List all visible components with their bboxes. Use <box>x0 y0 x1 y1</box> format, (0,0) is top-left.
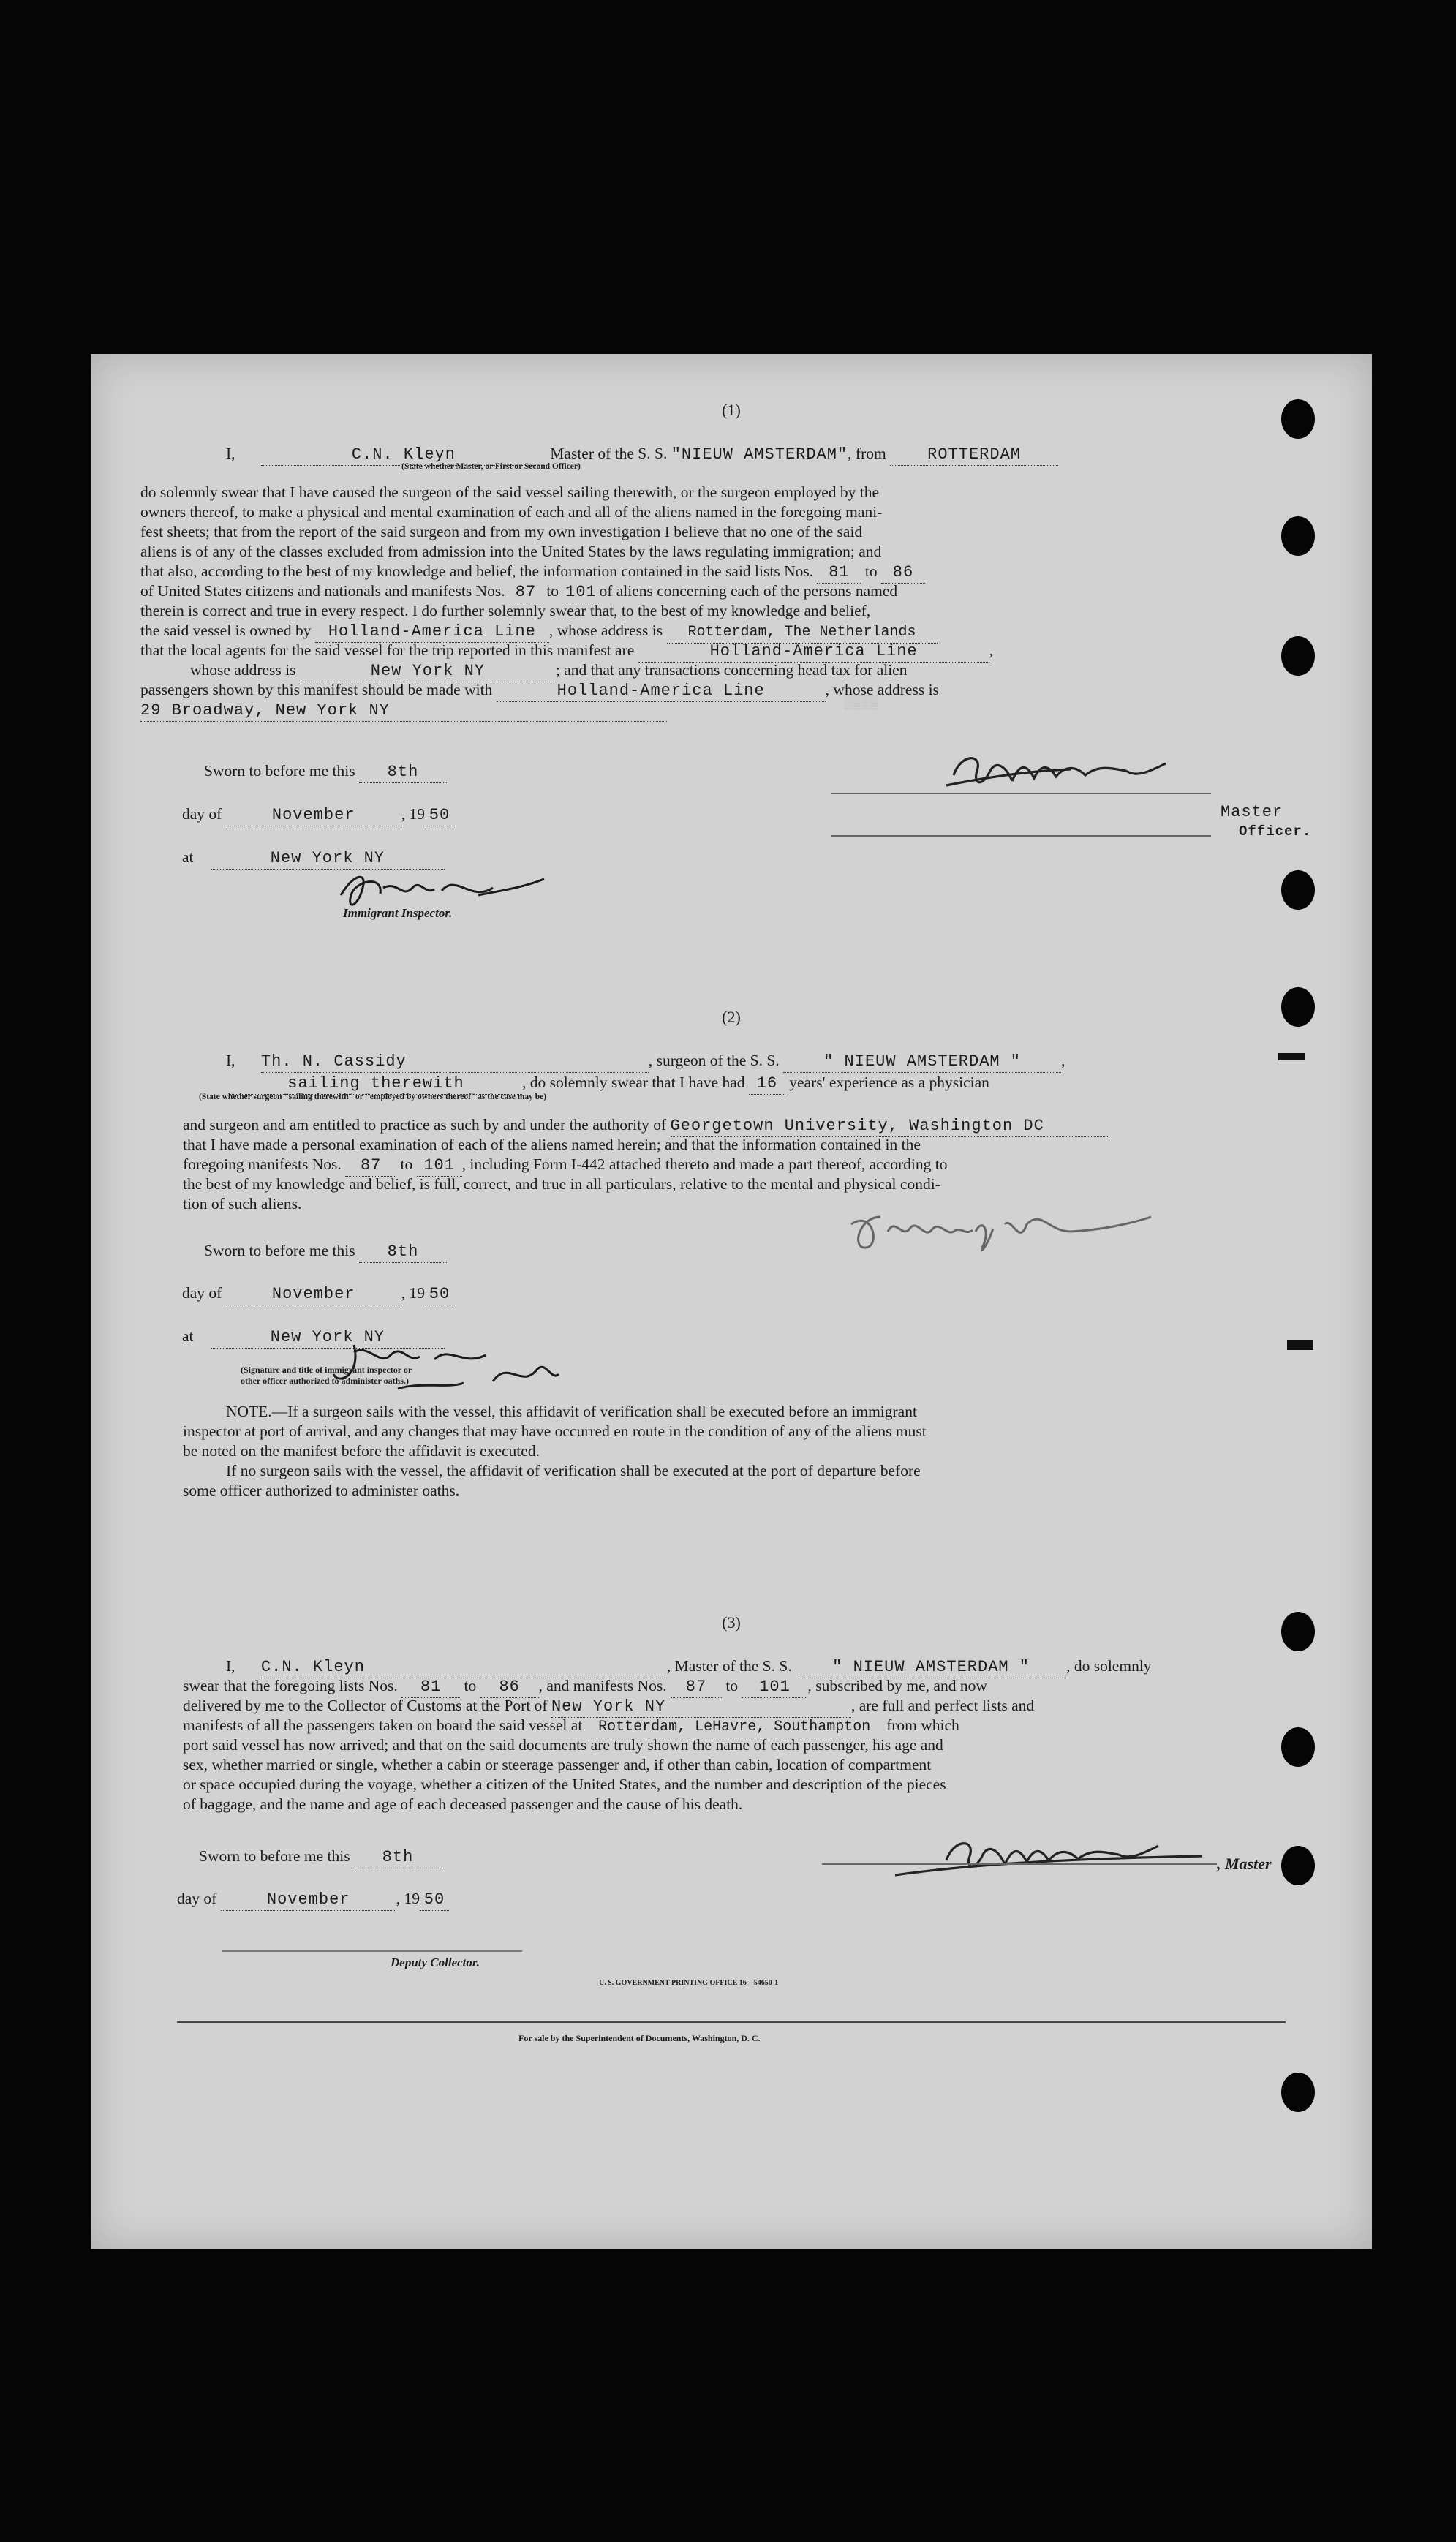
sworn-line <box>199 1846 442 1868</box>
text: years' experience as a physician <box>789 1074 989 1091</box>
signature-line <box>831 793 1211 794</box>
redaction-mark <box>1278 1053 1305 1060</box>
local-agents: Holland-America Line <box>638 641 989 663</box>
body-line: do solemnly swear that I have caused the surgeon of the said vessel sailing therewith, or the surgeon employed by the <box>140 483 880 501</box>
surgeon-status: sailing therewith <box>230 1074 522 1095</box>
role-text: Master of the S. S. <box>550 445 668 462</box>
signature-note: other officer authorized to administer oaths.) <box>241 1376 409 1386</box>
text: , 19 <box>401 805 425 823</box>
text: , whose address is <box>825 681 939 698</box>
text: , subscribed by me, and now <box>807 1677 987 1694</box>
text: , 19 <box>401 1284 425 1302</box>
text: , whose address is <box>548 622 663 639</box>
note-line <box>226 1401 917 1422</box>
body-line: therein is correct and true in every respect. I do further solemnly swear that, to the best of my knowledge and belief, <box>140 602 871 619</box>
text: and surgeon and am entitled to practice as such by and under the authority of <box>183 1116 667 1134</box>
years-experience: 16 <box>749 1074 785 1095</box>
manifests-to: 101 <box>562 582 599 603</box>
sworn-place: New York NY <box>211 848 445 870</box>
sworn-month: November <box>226 805 401 826</box>
arrival-port: New York NY <box>551 1697 851 1718</box>
to-text: to <box>464 1677 477 1694</box>
sworn-day: 8th <box>354 1847 442 1868</box>
text: , including Form I-442 attached thereto and made a part thereof, according to <box>461 1155 948 1173</box>
from-text: , from <box>848 445 886 462</box>
master-note: (State whether Master, or First or Second Officer) <box>401 462 581 471</box>
text: day of <box>182 1284 222 1302</box>
text: at <box>182 1327 194 1345</box>
bleed-through-text: ▒▒▒▒ <box>844 696 879 711</box>
pronoun: I, <box>226 1052 235 1069</box>
sworn-month: November <box>221 1890 396 1911</box>
text: manifests of all the passengers taken on board the said vessel at <box>183 1716 583 1734</box>
surgeon-note: (State whether surgeon "sailing therewith" or "employed by owners thereof" as the case may be) <box>199 1093 547 1101</box>
signature-line <box>222 1950 522 1952</box>
body-line: aliens is of any of the classes excluded from admission into the United States by the laws regulating immigration; and <box>140 543 882 560</box>
to-text: to <box>400 1155 413 1173</box>
sworn-day: 8th <box>359 762 447 783</box>
vessel-name: "NIEUW AMSTERDAM" <box>671 445 848 464</box>
master-label: , Master <box>1217 1855 1272 1873</box>
sworn-place: New York NY <box>211 1327 445 1349</box>
sworn-line <box>204 1240 447 1263</box>
text: Sworn to before me this <box>204 762 355 780</box>
binder-hole <box>1281 636 1315 676</box>
body-line: owners thereof, to make a physical and mental examination of each and all of the aliens named in the foregoing mani- <box>140 503 883 521</box>
lists-to: 86 <box>480 1677 539 1698</box>
text: swear that the foregoing lists Nos. <box>183 1677 398 1694</box>
section-number: (2) <box>722 1008 741 1026</box>
departure-port: ROTTERDAM <box>890 445 1058 466</box>
body-line: If no surgeon sails with the vessel, the affidavit of verification shall be executed at the port of departure before <box>226 1462 921 1479</box>
text: , Master of the S. S. <box>666 1657 792 1675</box>
agents-line: that the local agents for the said vessel for the trip reported in this manifest are Holland-America Line , <box>140 640 993 663</box>
date-line <box>177 1888 449 1911</box>
footer-rule <box>177 2021 1286 2023</box>
body-line: of baggage, and the name and age of each deceased passenger and the cause of his death. <box>183 1795 743 1813</box>
embarkation-ports: Rotterdam, LeHavre, Southampton <box>586 1717 883 1738</box>
text: foregoing manifests Nos. <box>183 1155 342 1173</box>
practice-authority: Georgetown University, Washington DC <box>671 1116 1109 1137</box>
body-line: port said vessel has now arrived; and that on the said documents are truly shown the name of each passenger, his age and <box>183 1736 943 1754</box>
text: Sworn to before me this <box>199 1847 350 1865</box>
sworn-month: November <box>226 1284 401 1305</box>
text: at <box>182 848 194 866</box>
officer-label: Officer. <box>1239 823 1312 840</box>
text: , are full and perfect lists and <box>850 1697 1035 1714</box>
signature-line <box>822 1863 1217 1865</box>
text: from which <box>886 1716 959 1734</box>
body-line: or space occupied during the voyage, whether a citizen of the United States, and the number and description of the pieces <box>183 1776 946 1793</box>
vessel-name: " NIEUW AMSTERDAM " <box>796 1657 1066 1678</box>
body-line: some officer authorized to administer oaths. <box>183 1482 460 1499</box>
body-line: tion of such aliens. <box>183 1195 302 1212</box>
text: of aliens concerning each of the persons named <box>599 582 898 600</box>
binder-hole <box>1281 516 1315 556</box>
sworn-year: 50 <box>425 1284 454 1305</box>
text: the said vessel is owned by <box>140 622 312 639</box>
section-number: (1) <box>722 401 741 419</box>
tax-address-line <box>140 699 667 722</box>
signature-note: (Signature and title of immigrant inspector or <box>241 1365 412 1375</box>
to-text: to <box>546 582 559 600</box>
status-line <box>230 1072 989 1095</box>
vessel-owner: Holland-America Line <box>315 622 549 643</box>
surgeon-oath-line: I, Th. N. Cassidy , surgeon of the S. S. " NIEUW AMSTERDAM " , <box>226 1050 1065 1073</box>
master-signature <box>939 749 1180 804</box>
body-line: inspector at port of arrival, and any changes that may have occurred en route in the condition of any of the aliens must <box>183 1422 927 1440</box>
manifests-to: 101 <box>742 1677 807 1698</box>
text: , and manifests Nos. <box>538 1677 667 1694</box>
binder-hole <box>1281 1846 1315 1885</box>
head-tax-agent: Holland-America Line <box>497 681 826 702</box>
manifests-from: 87 <box>671 1677 722 1698</box>
pronoun: I, <box>226 445 235 462</box>
to-text: to <box>725 1677 739 1694</box>
printer-imprint: U. S. GOVERNMENT PRINTING OFFICE 16—54650-1 <box>599 1979 779 1987</box>
binder-hole <box>1281 2073 1315 2112</box>
lists-from: 81 <box>817 562 861 584</box>
master-label: Master <box>1221 803 1283 821</box>
vessel-name: " NIEUW AMSTERDAM " <box>783 1052 1061 1073</box>
text: , surgeon of the S. S. <box>648 1052 780 1069</box>
binder-hole <box>1281 1727 1315 1767</box>
sworn-line <box>204 761 447 783</box>
body-line: sex, whether married or single, whether a cabin or steerage passenger and, if other than cabin, location of compartment <box>183 1756 932 1773</box>
owner-address: Rotterdam, The Netherlands <box>667 622 938 644</box>
sworn-year: 50 <box>420 1890 449 1911</box>
manifests-from: 87 <box>509 582 543 603</box>
body-line: that I have made a personal examination of each of the aliens named herein; and that the information contained in the <box>183 1136 921 1153</box>
lists-from: 81 <box>401 1677 460 1698</box>
signature-line <box>831 835 1211 837</box>
footer-text: For sale by the Superintendent of Documents, Washington, D. C. <box>518 2033 761 2043</box>
master-name: C.N. Kleyn <box>261 1657 667 1678</box>
text: ; and that any transactions concerning head tax for alien <box>555 661 908 679</box>
surgeon-signature <box>837 1202 1158 1261</box>
binder-hole <box>1281 870 1315 910</box>
text: that also, according to the best of my knowledge and belief, the information contained in the said lists Nos. <box>140 562 814 580</box>
body-line: be noted on the manifest before the affidavit is executed. <box>183 1442 540 1460</box>
text: day of <box>182 805 222 823</box>
text: , do solemnly swear that I have had <box>522 1074 745 1091</box>
to-text: to <box>864 562 878 580</box>
date-line <box>182 1283 454 1305</box>
text: Sworn to before me this <box>204 1242 355 1259</box>
lists-to: 86 <box>881 562 925 584</box>
manifests-from: 87 <box>345 1155 396 1177</box>
text: —If a surgeon sails with the vessel, this affidavit of verification shall be executed before an immigrant <box>271 1403 917 1420</box>
text: , 19 <box>396 1890 420 1907</box>
sworn-year: 50 <box>425 805 454 826</box>
master-signature <box>866 1824 1217 1890</box>
sworn-day: 8th <box>359 1242 447 1263</box>
agents-address: New York NY <box>300 661 556 682</box>
text: that the local agents for the said vessel for the trip reported in this manifest are <box>140 641 635 659</box>
text: passengers shown by this manifest should be made with <box>140 681 493 698</box>
text: , do solemnly <box>1066 1657 1152 1675</box>
text: delivered by me to the Collector of Customs at the Port of <box>183 1697 548 1714</box>
text: of United States citizens and nationals and manifests Nos. <box>140 582 505 600</box>
date-line <box>182 804 454 826</box>
note-label: NOTE. <box>226 1403 272 1420</box>
inspector-label: Immigrant Inspector. <box>343 906 453 920</box>
master-oath-line <box>226 443 1058 466</box>
text: whose address is <box>190 661 296 679</box>
head-tax-address: 29 Broadway, New York NY <box>140 701 667 722</box>
master-name: C.N. Kleyn <box>261 445 546 466</box>
manifests-to: 101 <box>417 1155 462 1177</box>
pronoun: I, <box>226 1657 235 1675</box>
section-number: (3) <box>722 1613 741 1632</box>
collector-label: Deputy Collector. <box>391 1955 480 1969</box>
body-line: the best of my knowledge and belief, is full, correct, and true in all particulars, relative to the mental and physical condi- <box>183 1175 940 1193</box>
body-line: fest sheets; that from the report of the said surgeon and from my own investigation I believe that no one of the said <box>140 523 863 540</box>
text: day of <box>177 1890 217 1907</box>
redaction-mark <box>1287 1340 1313 1350</box>
surgeon-name: Th. N. Cassidy <box>261 1052 649 1073</box>
manifest-page <box>91 354 1372 2249</box>
